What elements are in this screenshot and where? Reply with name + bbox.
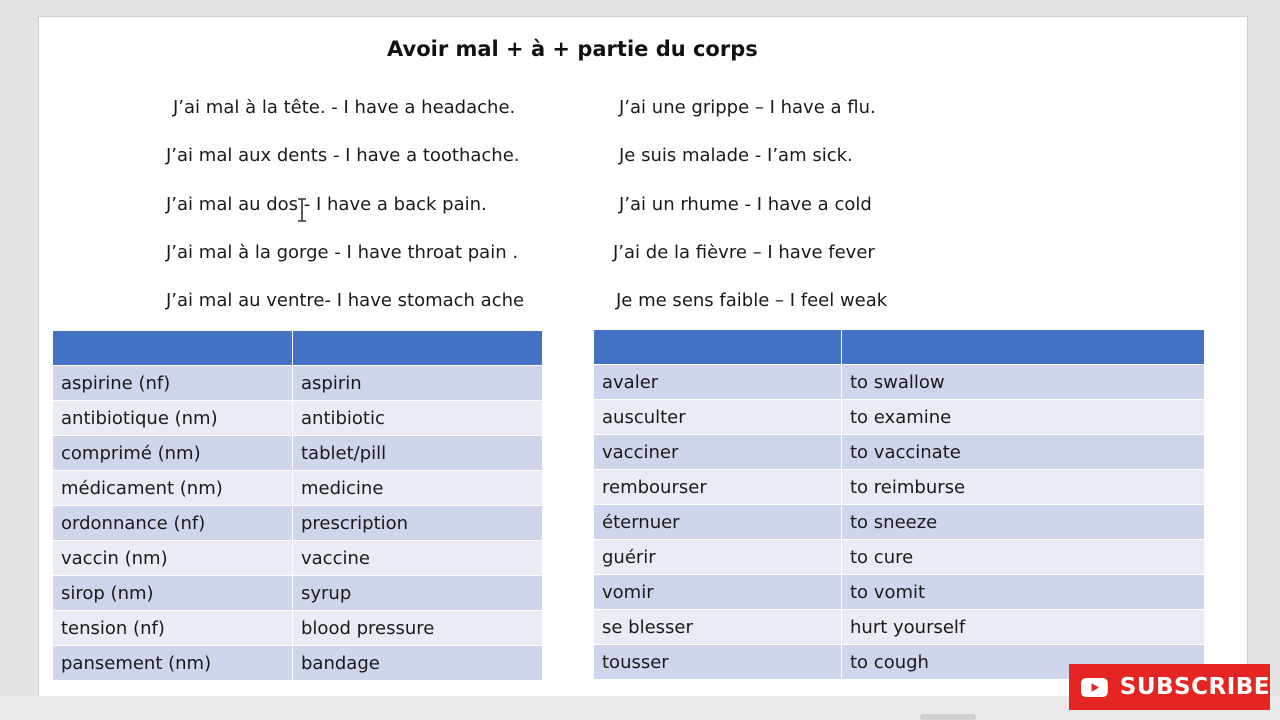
table-row [594, 540, 1205, 575]
phrase-right-1: J’ai une grippe – I have a flu. [619, 97, 876, 118]
french-verb: se blesser [594, 610, 842, 645]
english-term: aspirin [293, 366, 543, 401]
youtube-play-icon [1081, 674, 1108, 701]
french-term: aspirine (nf) [53, 366, 293, 401]
subscribe-label: SUBSCRIBE [1119, 674, 1270, 700]
french-term: antibiotique (nm) [53, 401, 293, 436]
english-term: vaccine [293, 541, 543, 576]
phrase-right-2: Je suis malade - I’am sick. [619, 145, 853, 166]
table-row [53, 471, 543, 506]
english-verb: to vomit [842, 575, 1205, 610]
french-term: tension (nf) [53, 611, 293, 646]
english-verb: to examine [842, 400, 1205, 435]
english-term: tablet/pill [293, 436, 543, 471]
french-term: comprimé (nm) [53, 436, 293, 471]
table-row [53, 576, 543, 611]
english-verb: hurt yourself [842, 610, 1205, 645]
table-row [53, 646, 543, 681]
english-verb: to vaccinate [842, 435, 1205, 470]
phrase-right-3: J’ai un rhume - I have a cold [619, 194, 872, 215]
english-verb: to sneeze [842, 505, 1205, 540]
phrase-left-1: J’ai mal à la tête. - I have a headache. [173, 97, 516, 118]
table-row [53, 541, 543, 576]
english-term: bandage [293, 646, 543, 681]
document-page [38, 16, 1248, 698]
table-row [594, 575, 1205, 610]
header-cell [53, 331, 293, 366]
phrase-left-4: J’ai mal à la gorge - I have throat pain . [166, 242, 519, 263]
french-verb: tousser [594, 645, 842, 680]
english-verb: to swallow [842, 365, 1205, 400]
table-row [594, 435, 1205, 470]
table-row [53, 506, 543, 541]
french-verb: ausculter [594, 400, 842, 435]
table-row [594, 400, 1205, 435]
table-row [53, 611, 543, 646]
phrase-left-3: J’ai mal au dos - I have a back pain. [166, 194, 487, 215]
english-verb: to reimburse [842, 470, 1205, 505]
table-header-row [594, 330, 1205, 365]
table-header-row [53, 331, 543, 366]
french-verb: éternuer [594, 505, 842, 540]
french-term: sirop (nm) [53, 576, 293, 611]
table-row [594, 365, 1205, 400]
french-term: vaccin (nm) [53, 541, 293, 576]
english-term: blood pressure [293, 611, 543, 646]
french-verb: rembourser [594, 470, 842, 505]
english-term: syrup [293, 576, 543, 611]
text-cursor-icon [296, 198, 308, 222]
french-verb: guérir [594, 540, 842, 575]
phrase-right-4: J’ai de la fièvre – I have fever [613, 242, 875, 263]
french-verb: vacciner [594, 435, 842, 470]
french-verb: avaler [594, 365, 842, 400]
phrase-left-5: J’ai mal au ventre- I have stomach ache [166, 290, 525, 311]
verbs-vocabulary-table [593, 329, 1205, 680]
english-term: medicine [293, 471, 543, 506]
english-verb: to cough [842, 645, 1205, 680]
table-row [53, 401, 543, 436]
page-title: Avoir mal + à + partie du corps [387, 37, 758, 61]
phrase-left-2: J’ai mal aux dents - I have a toothache. [166, 145, 520, 166]
table-row [594, 470, 1205, 505]
scrollbar-thumb[interactable] [920, 714, 976, 720]
header-cell [293, 331, 543, 366]
table-row [594, 610, 1205, 645]
subscribe-button[interactable] [1069, 664, 1270, 710]
english-verb: to cure [842, 540, 1205, 575]
header-cell [594, 330, 842, 365]
english-term: antibiotic [293, 401, 543, 436]
header-cell [842, 330, 1205, 365]
table-row [594, 505, 1205, 540]
french-term: ordonnance (nf) [53, 506, 293, 541]
table-row [53, 436, 543, 471]
phrase-right-5: Je me sens faible – I feel weak [616, 290, 888, 311]
french-term: médicament (nm) [53, 471, 293, 506]
french-verb: vomir [594, 575, 842, 610]
english-term: prescription [293, 506, 543, 541]
french-term: pansement (nm) [53, 646, 293, 681]
table-row [53, 366, 543, 401]
nouns-vocabulary-table [52, 330, 543, 681]
